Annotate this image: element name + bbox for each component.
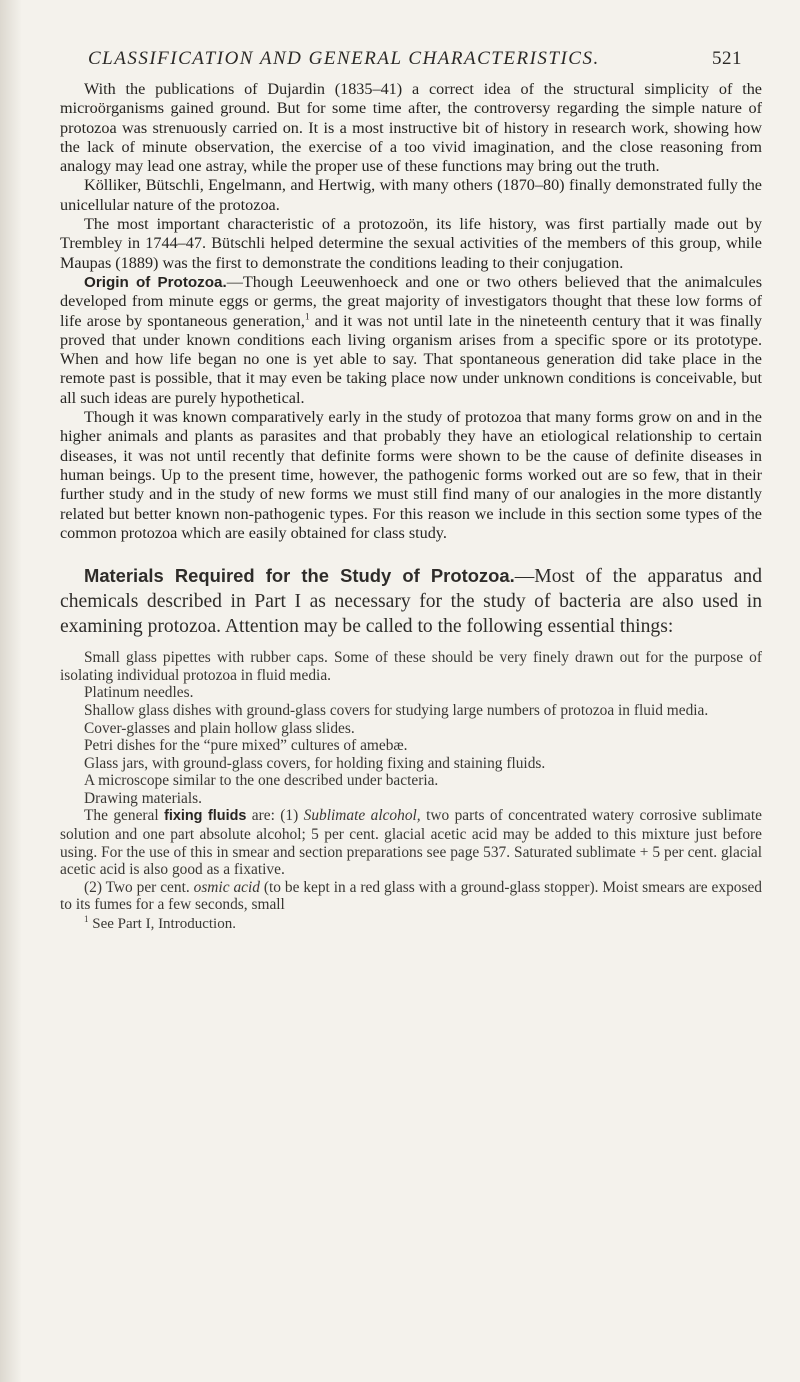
- origin-text-a: —Though Leeuwenhoeck and one or two others believed that the animalcules developed from minute eggs or germs, the great majority of investigators thought that these low forms of life arose by spontaneous generation,: [60, 272, 762, 330]
- paragraph-life-history: The most important characteristic of a protozoön, its life history, was first partially made out by Trembley in 1744–47. Bütschli helped determine the sexual activities of the members of this group, while Maupas (1889) was the first to demonstrate the conditions leading to their conjugation.: [60, 215, 762, 272]
- paragraph-materials: [60, 563, 762, 639]
- list-item: Shallow glass dishes with ground-glass covers for studying large numbers of protozoa in fluid media.: [84, 701, 709, 719]
- osmic-acid-paragraph: [60, 879, 762, 914]
- origin-run-in-heading: Origin of Protozoa.: [84, 273, 227, 291]
- origin-text-b: and it was not until late in the nineteenth century that it was finally proved that under known conditions each living organism arises from a specific spore or its prototype. When and how life began no one is yet able to say. That spontaneous generation did take place in the remote past is possible, that it may even be taking place now under unknown conditions is conceivable, but all such ideas are purely hypothetical.: [60, 311, 762, 407]
- list-item: Glass jars, with ground-glass covers, for holding fixing and staining fluids.: [84, 754, 546, 772]
- list-item: Platinum needles.: [84, 684, 194, 702]
- body-text: [60, 80, 762, 639]
- sublimate-description: two parts of concentrated watery corrosive sublimate solution and one part absolute alcohol; 5 per cent. glacial acetic acid may be added to this mixture just before using. For the use of this in smear and section preparations see page 537. Saturated sublimate + 5 per cent. glacial acetic acid is also good as a fixative.: [60, 807, 762, 879]
- list-item: Petri dishes for the “pure mixed” cultures of amebæ.: [84, 737, 408, 755]
- sublimate-alcohol-term: Sublimate alcohol,: [303, 807, 421, 825]
- paragraph-unicellular: Kölliker, Bütschli, Engelmann, and Hertwig, with many others (1870–80) finally demonstrated fully the unicellular nature of the protozoa.: [60, 176, 762, 214]
- list-item: A microscope similar to the one described under bacteria.: [84, 772, 439, 790]
- list-item: Drawing materials.: [84, 789, 202, 807]
- osmic-lead: (2) Two per cent.: [84, 878, 194, 896]
- list-item: Cover-glasses and plain hollow glass slides.: [84, 719, 355, 737]
- list-item: Small glass pipettes with rubber caps. Some of these should be very finely drawn out for the purpose of isolating individual protozoa in fluid media.: [60, 649, 762, 684]
- fixing-after-term: are: (1): [246, 807, 304, 825]
- fixing-fluids-paragraph: [60, 807, 762, 878]
- paragraph-dujardin: With the publications of Dujardin (1835–41) a correct idea of the structural simplicity of the microörganisms gained ground. But for some time after, the controversy regarding the simple nature of protozoa was strenuously carried on. It is a most instructive bit of history in research work, showing how the lack of minute observation, the exercise of a too vivid imagination, and the close reasoning from analogy may lead one astray, while the proper use of these functions may bring out the truth.: [60, 80, 762, 176]
- footnote-reference: 1: [304, 311, 310, 322]
- footnote: [60, 916, 762, 933]
- osmic-acid-term: osmic acid: [193, 878, 260, 896]
- footnote-mark: 1: [84, 914, 89, 925]
- materials-section-heading: Materials Required for the Study of Protozoa.: [84, 565, 515, 587]
- materials-list: [60, 649, 762, 914]
- running-head-title: CLASSIFICATION AND GENERAL CHARACTERISTICS.: [88, 48, 600, 69]
- fixing-fluids-term: fixing fluids: [164, 808, 247, 825]
- running-head: [60, 48, 762, 80]
- page-number: 521: [712, 48, 742, 69]
- paragraph-parasites: Though it was known comparatively early in the study of protozoa that many forms grow on and in the higher animals and plants as parasites and that probably they have an etiological relationship to certain diseases, it was not until recently that definite forms were shown to be the cause of definite diseases in human beings. Up to the present time, however, the pathogenic forms worked out are so few, that in their further study and in the study of new forms we must still find many of our analogies in the more distantly related but better known non-pathogenic types. For this reason we include in this section some types of the common protozoa which are easily obtained for class study.: [60, 408, 762, 542]
- paragraph-origin: [60, 273, 762, 408]
- materials-intro-text: —Most of the apparatus and chemicals described in Part I as necessary for the study of bacteria are also used in examining protozoa. Attention may be called to the following essential things:: [60, 566, 762, 638]
- fixing-intro: The general: [84, 807, 165, 825]
- osmic-description: (to be kept in a red glass with a ground-glass stopper). Moist smears are exposed to its fumes for a few seconds, small: [60, 878, 762, 914]
- footnote-text: See Part I, Introduction.: [88, 916, 236, 933]
